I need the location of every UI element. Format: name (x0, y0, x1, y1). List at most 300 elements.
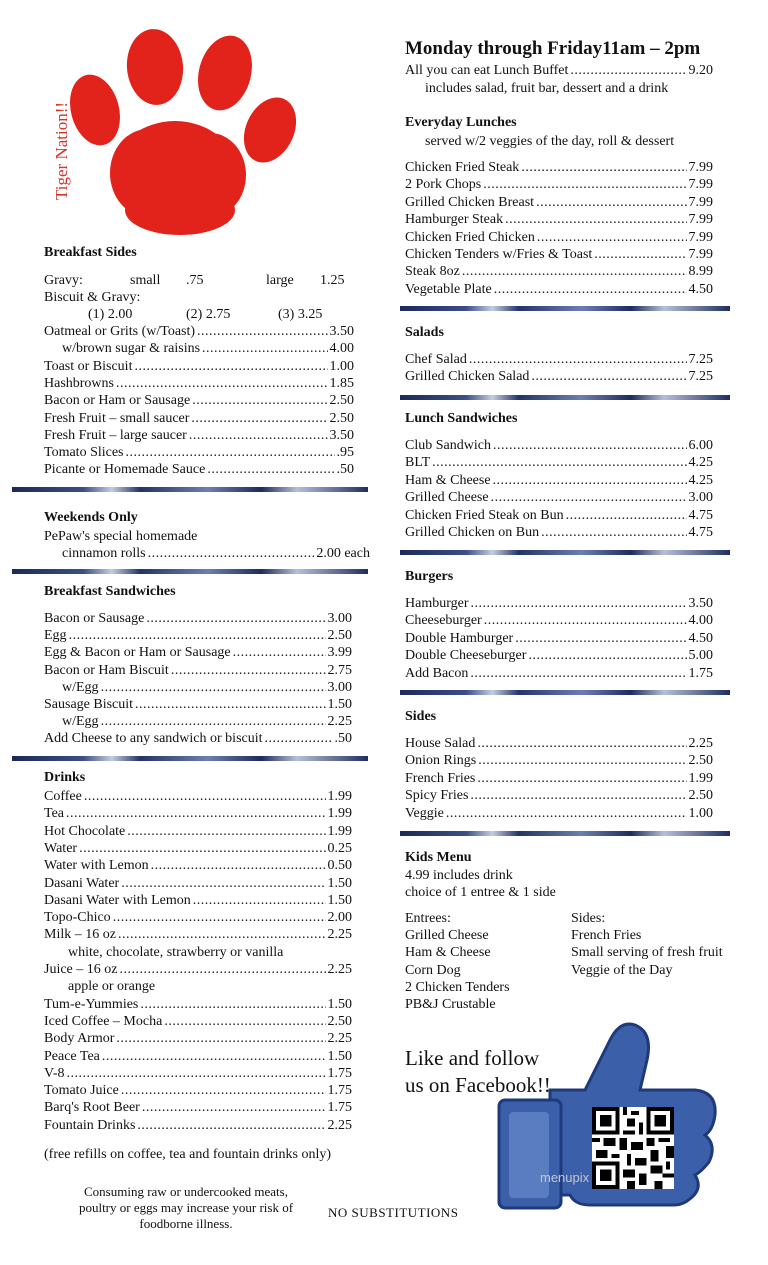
leader-dots (151, 857, 326, 874)
item-price: 1.75 (327, 1083, 352, 1099)
kids-entrees-label: Entrees: (405, 911, 451, 926)
item-name: All you can eat Lunch Buffet (405, 63, 569, 78)
leader-dots (493, 472, 687, 489)
item-name: Water (44, 840, 78, 856)
item-price: 1.50 (327, 697, 352, 712)
list-item: 2 Chicken Tenders (405, 979, 510, 995)
item-price: 7.25 (688, 369, 713, 385)
item-name: Bacon or Sausage (44, 611, 145, 626)
item-price: 1.99 (327, 823, 352, 839)
menu-item (44, 805, 352, 822)
menu-item (44, 610, 352, 627)
item-price: 1.00 (329, 358, 354, 374)
item-name: Chef Salad (405, 352, 467, 367)
item-name: Grilled Cheese (405, 490, 489, 506)
leader-dots (477, 735, 686, 752)
item-name: Tomato Juice (44, 1083, 119, 1099)
menu-item (44, 1048, 352, 1065)
gravy-small-label: small (130, 273, 161, 288)
item-price: 1.75 (327, 1100, 352, 1116)
menu-item (405, 507, 713, 524)
menu-item (405, 454, 713, 471)
item-name: Double Hamburger (405, 630, 514, 646)
leader-dots (66, 805, 325, 822)
item-price: 4.25 (688, 455, 713, 471)
facebook-line1: Like and follow (405, 1046, 540, 1070)
leader-dots (148, 545, 315, 562)
leader-dots (531, 368, 686, 385)
leader-dots (265, 730, 333, 747)
item-name: V-8 (44, 1065, 65, 1081)
menu-item (405, 489, 713, 506)
menu-item (44, 1099, 352, 1116)
item-price: 2.25 (327, 962, 352, 977)
gravy-small-price: .75 (186, 273, 204, 288)
menu-item (44, 444, 354, 461)
item-name: 2 Pork Chops (405, 177, 482, 193)
buffet-line (405, 62, 713, 79)
item-name: Steak 8oz (405, 264, 460, 280)
item-price: 2.50 (327, 628, 352, 644)
facebook-line2: us on Facebook!! (405, 1073, 551, 1097)
list-item: Corn Dog (405, 962, 461, 978)
item-price: 2.25 (327, 714, 352, 730)
leader-dots (69, 627, 326, 644)
item-price: 3.99 (327, 645, 352, 661)
menu-item (44, 340, 354, 357)
leader-dots (515, 630, 686, 647)
menu-item (44, 358, 354, 375)
item-name: Onion Rings (405, 753, 477, 769)
item-price: 4.00 (688, 613, 713, 629)
leader-dots (119, 961, 325, 978)
item-name: w/Egg (62, 714, 99, 730)
menu-item (44, 961, 352, 978)
leader-dots (121, 1082, 326, 1099)
item-name: Tea (44, 806, 65, 822)
leader-dots (118, 926, 326, 943)
menu-item (44, 1013, 352, 1030)
drink-note: white, chocolate, strawberry or vanilla (68, 944, 284, 960)
menu-item (44, 996, 352, 1013)
menu-item (405, 770, 713, 787)
salads-heading: Salads (405, 325, 444, 340)
item-name: Fresh Fruit – large saucer (44, 427, 187, 443)
item-price: 3.00 (327, 679, 352, 695)
leader-dots (116, 1030, 325, 1047)
item-name: Hot Chocolate (44, 823, 126, 839)
leader-dots (113, 909, 326, 926)
menu-item (44, 679, 352, 696)
divider (12, 569, 368, 574)
item-price: 3.50 (688, 596, 713, 611)
kids-line2: choice of 1 entree & 1 side (405, 885, 556, 900)
leader-dots (494, 281, 687, 298)
item-price: .50 (334, 731, 352, 747)
item-price: 1.50 (327, 996, 352, 1012)
leader-dots (233, 644, 326, 661)
item-name: Bacon or Ham or Sausage (44, 393, 191, 409)
list-item: PB&J Crustable (405, 997, 496, 1013)
item-name: Bacon or Ham Biscuit (44, 662, 169, 678)
leader-dots (493, 437, 687, 454)
item-name: Picante or Homemade Sauce (44, 462, 206, 478)
item-price: 7.99 (688, 212, 713, 228)
divider (400, 395, 730, 400)
menu-item (405, 595, 713, 612)
leader-dots (528, 647, 686, 664)
item-name: Peace Tea (44, 1048, 100, 1064)
item-price: 3.50 (329, 427, 354, 443)
item-name: Juice – 16 oz (44, 962, 118, 977)
burgers-heading: Burgers (405, 569, 454, 584)
kids-sides-label: Sides: (571, 911, 606, 926)
breakfast-sides-heading: Breakfast Sides (44, 245, 137, 260)
item-name: Topo-Chico (44, 910, 111, 926)
breakfast-sandwiches-heading: Breakfast Sandwiches (44, 584, 176, 599)
kids-menu-heading: Kids Menu (405, 850, 472, 865)
leader-dots (505, 211, 686, 228)
leader-dots (536, 194, 686, 211)
menu-item (405, 647, 713, 664)
list-item: Small serving of fresh fruit (571, 945, 723, 961)
item-price: 6.00 (688, 438, 713, 453)
item-name: Hamburger (405, 596, 469, 611)
leader-dots (470, 665, 686, 682)
item-price: 2.00 each (316, 546, 370, 561)
leader-dots (142, 1099, 326, 1116)
item-price: 1.50 (327, 892, 352, 908)
item-name: Chicken Fried Chicken (405, 229, 535, 245)
item-name: Fountain Drinks (44, 1117, 136, 1133)
item-price: 8.99 (688, 264, 713, 280)
item-name: Ham & Cheese (405, 472, 491, 488)
item-price: 7.99 (688, 247, 713, 262)
leader-dots (164, 1013, 325, 1030)
item-name: Hashbrowns (44, 375, 114, 391)
leader-dots (446, 805, 687, 822)
item-price: 7.99 (688, 177, 713, 193)
watermark-text: menupix (540, 1170, 590, 1185)
menu-item (405, 752, 713, 769)
item-price: 2.25 (327, 1031, 352, 1047)
item-name: Egg & Bacon or Ham or Sausage (44, 645, 231, 661)
item-name: Grilled Chicken on Bun (405, 525, 540, 540)
leader-dots (116, 375, 328, 392)
menu-item (405, 612, 713, 629)
qr-code[interactable] (592, 1107, 674, 1189)
item-price: 4.75 (688, 507, 713, 523)
list-item: Ham & Cheese (405, 945, 491, 961)
item-name: Oatmeal or Grits (w/Toast) (44, 324, 196, 339)
divider (12, 487, 368, 492)
leader-dots (469, 351, 687, 368)
facebook-follow-text (405, 1045, 551, 1099)
leader-dots (84, 788, 326, 805)
sides-heading: Sides (405, 709, 437, 724)
item-name: Veggie (405, 805, 444, 821)
item-name: w/brown sugar & raisins (62, 341, 201, 357)
item-price: 0.25 (327, 840, 352, 856)
menu-item (44, 461, 354, 478)
menu-item (44, 410, 354, 427)
menu-item (405, 281, 713, 298)
item-name: Barq's Root Beer (44, 1100, 140, 1116)
item-name: Add Cheese to any sandwich or biscuit (44, 731, 263, 747)
leader-dots (477, 770, 686, 787)
menu-item (44, 644, 352, 661)
item-name: Grilled Chicken Salad (405, 369, 530, 385)
item-name: Body Armor (44, 1031, 115, 1047)
item-price: 2.25 (327, 927, 352, 943)
item-price: 1.75 (327, 1065, 352, 1081)
item-price: 1.50 (327, 875, 352, 891)
leader-dots (191, 410, 327, 427)
leader-dots (193, 892, 326, 909)
menu-item (44, 926, 352, 943)
item-price: 4.25 (688, 472, 713, 488)
item-name: Hamburger Steak (405, 212, 504, 228)
menu-item (44, 788, 352, 805)
leader-dots (484, 612, 687, 629)
item-price: 2.50 (688, 788, 713, 804)
item-name: Tomato Slices (44, 445, 124, 461)
item-price: 1.50 (327, 1048, 352, 1064)
menu-item (405, 472, 713, 489)
item-name: Iced Coffee – Mocha (44, 1013, 163, 1029)
item-price: 9.20 (688, 63, 713, 78)
item-name: Chicken Tenders w/Fries & Toast (405, 247, 593, 262)
no-substitutions-note: NO SUBSTITUTIONS (328, 1205, 459, 1220)
menu-item (44, 427, 354, 444)
menu-item (405, 159, 713, 176)
lunch-sandwiches-heading: Lunch Sandwiches (405, 411, 518, 426)
divider (12, 756, 368, 761)
item-price: 7.99 (688, 160, 713, 175)
buffet-note: includes salad, fruit bar, dessert and a drink (425, 81, 669, 96)
item-price: 7.99 (688, 194, 713, 210)
item-price: 1.99 (327, 789, 352, 804)
item-price: 2.50 (688, 753, 713, 769)
leader-dots (471, 595, 687, 612)
menu-item (44, 840, 352, 857)
item-name: Dasani Water with Lemon (44, 892, 191, 908)
kids-line1: 4.99 includes drink (405, 868, 513, 883)
item-price: 2.50 (327, 1013, 352, 1029)
leader-dots (137, 1117, 325, 1134)
item-name: Grilled Chicken Breast (405, 194, 535, 210)
item-name: Spicy Fries (405, 788, 469, 804)
leader-dots (121, 875, 325, 892)
item-price: 1.00 (688, 805, 713, 821)
item-price: 2.50 (329, 410, 354, 426)
gravy-label: Gravy: (44, 273, 83, 288)
menu-item (405, 524, 713, 541)
tiger-nation-slogan: Tiger Nation!! (52, 101, 71, 200)
menu-item (405, 437, 713, 454)
item-price: 7.99 (688, 229, 713, 245)
leader-dots (67, 1065, 326, 1082)
menu-item (405, 368, 713, 385)
item-price: 4.75 (688, 525, 713, 540)
leader-dots (566, 507, 687, 524)
leader-dots (462, 263, 687, 280)
menu-item (405, 787, 713, 804)
item-price: 0.50 (327, 858, 352, 874)
item-price: 3.00 (688, 490, 713, 506)
item-name: Water with Lemon (44, 858, 149, 874)
menu-item (44, 375, 354, 392)
item-name: Cheeseburger (405, 613, 482, 629)
item-name: French Fries (405, 770, 476, 786)
item-price: 2.75 (327, 662, 352, 678)
leader-dots (521, 159, 686, 176)
leader-dots (470, 787, 686, 804)
item-price: .50 (336, 462, 354, 478)
menu-item (405, 176, 713, 193)
item-name: Vegetable Plate (405, 281, 492, 297)
menu-item (405, 630, 713, 647)
item-price: 3.50 (329, 324, 354, 339)
leader-dots (127, 823, 325, 840)
leader-dots (134, 358, 327, 375)
leader-dots (146, 610, 325, 627)
item-name: Chicken Fried Steak on Bun (405, 507, 564, 523)
menu-item (44, 823, 352, 840)
divider (400, 306, 730, 311)
item-name: Club Sandwich (405, 438, 491, 453)
menu-item (44, 892, 352, 909)
menu-item (405, 211, 713, 228)
item-price: 4.00 (329, 341, 354, 357)
gravy-row (44, 272, 370, 289)
menu-item (44, 627, 352, 644)
item-price: .95 (336, 445, 354, 461)
leader-dots (207, 461, 334, 478)
biscuit-gravy-2: (2) 2.75 (186, 307, 231, 322)
item-name: Chicken Fried Steak (405, 160, 520, 175)
item-name: Dasani Water (44, 875, 120, 891)
weekends-line: PePaw's special homemade (44, 529, 198, 544)
menu-item (405, 351, 713, 368)
menu-item (44, 1082, 352, 1099)
leader-dots (197, 323, 327, 340)
leader-dots (491, 489, 687, 506)
item-price: 2.25 (327, 1117, 352, 1133)
tiger-paw-logo (60, 25, 305, 250)
list-item: Veggie of the Day (571, 962, 673, 978)
biscuit-gravy-3: (3) 3.25 (278, 307, 323, 322)
item-price: 1.85 (329, 375, 354, 391)
item-name: Tum-e-Yummies (44, 996, 139, 1012)
item-name: BLT (405, 455, 431, 471)
item-price: 4.50 (688, 281, 713, 297)
leader-dots (483, 176, 686, 193)
leader-dots (432, 454, 686, 471)
item-price: 2.50 (329, 393, 354, 409)
leader-dots (102, 1048, 326, 1065)
divider (400, 831, 730, 836)
item-name: Add Bacon (405, 665, 469, 681)
item-price: 1.75 (688, 665, 713, 681)
leader-dots (135, 696, 325, 713)
everyday-note: served w/2 veggies of the day, roll & dessert (425, 134, 675, 149)
buffet-hours-title: Monday through Friday11am – 2pm (405, 38, 701, 59)
item-price: 5.00 (688, 648, 713, 664)
leader-dots (594, 246, 686, 263)
menu-item (44, 545, 370, 562)
everyday-lunches-heading: Everyday Lunches (405, 115, 517, 130)
menu-item (405, 229, 713, 246)
menu-item (405, 665, 713, 682)
menu-item (44, 1117, 352, 1134)
item-price: 2.25 (688, 736, 713, 751)
item-price: 3.00 (327, 611, 352, 626)
weekends-heading: Weekends Only (44, 510, 138, 525)
leader-dots (192, 392, 327, 409)
leader-dots (79, 840, 325, 857)
item-price: 7.25 (688, 352, 713, 367)
biscuit-gravy-1: (1) 2.00 (88, 307, 133, 322)
divider (400, 550, 730, 555)
menu-item (44, 730, 352, 747)
food-safety-warning: Consuming raw or undercooked meats, poultry or eggs may increase your risk of foodborne illness. (78, 1184, 294, 1231)
leader-dots (537, 229, 687, 246)
leader-dots (202, 340, 327, 357)
menu-item (405, 246, 713, 263)
item-name: Milk – 16 oz (44, 927, 116, 943)
divider (400, 690, 730, 695)
item-name: Sausage Biscuit (44, 697, 134, 712)
leader-dots (140, 996, 325, 1013)
item-price: 1.99 (327, 806, 352, 822)
menu-item (44, 696, 352, 713)
menu-item (44, 662, 352, 679)
menu-item (405, 805, 713, 822)
biscuit-gravy-label: Biscuit & Gravy: (44, 290, 141, 305)
list-item: French Fries (571, 928, 642, 943)
leader-dots (541, 524, 686, 541)
menu-item (44, 1030, 352, 1047)
menu-item (44, 909, 352, 926)
leader-dots (189, 427, 328, 444)
gravy-large-label: large (266, 273, 294, 288)
menu-item (44, 875, 352, 892)
menu-item (44, 1065, 352, 1082)
menu-item (44, 323, 354, 340)
drinks-heading: Drinks (44, 770, 86, 785)
menu-item (44, 713, 352, 730)
menu-item (44, 857, 352, 874)
item-name: Toast or Biscuit (44, 358, 133, 374)
item-name: Double Cheeseburger (405, 648, 527, 664)
item-name: Fresh Fruit – small saucer (44, 410, 190, 426)
item-name: House Salad (405, 736, 476, 751)
menu-item (405, 263, 713, 280)
item-price: 4.50 (688, 630, 713, 646)
menu-item (44, 392, 354, 409)
menu-item (405, 194, 713, 211)
refill-note: (free refills on coffee, tea and fountain drinks only) (44, 1147, 332, 1162)
item-price: 1.99 (688, 770, 713, 786)
drink-note: apple or orange (68, 979, 156, 995)
menu-item (405, 735, 713, 752)
item-name: Coffee (44, 789, 82, 804)
leader-dots (171, 662, 326, 679)
item-name: w/Egg (62, 679, 99, 695)
item-name: cinnamon rolls (62, 546, 146, 561)
list-item: Grilled Cheese (405, 928, 489, 943)
